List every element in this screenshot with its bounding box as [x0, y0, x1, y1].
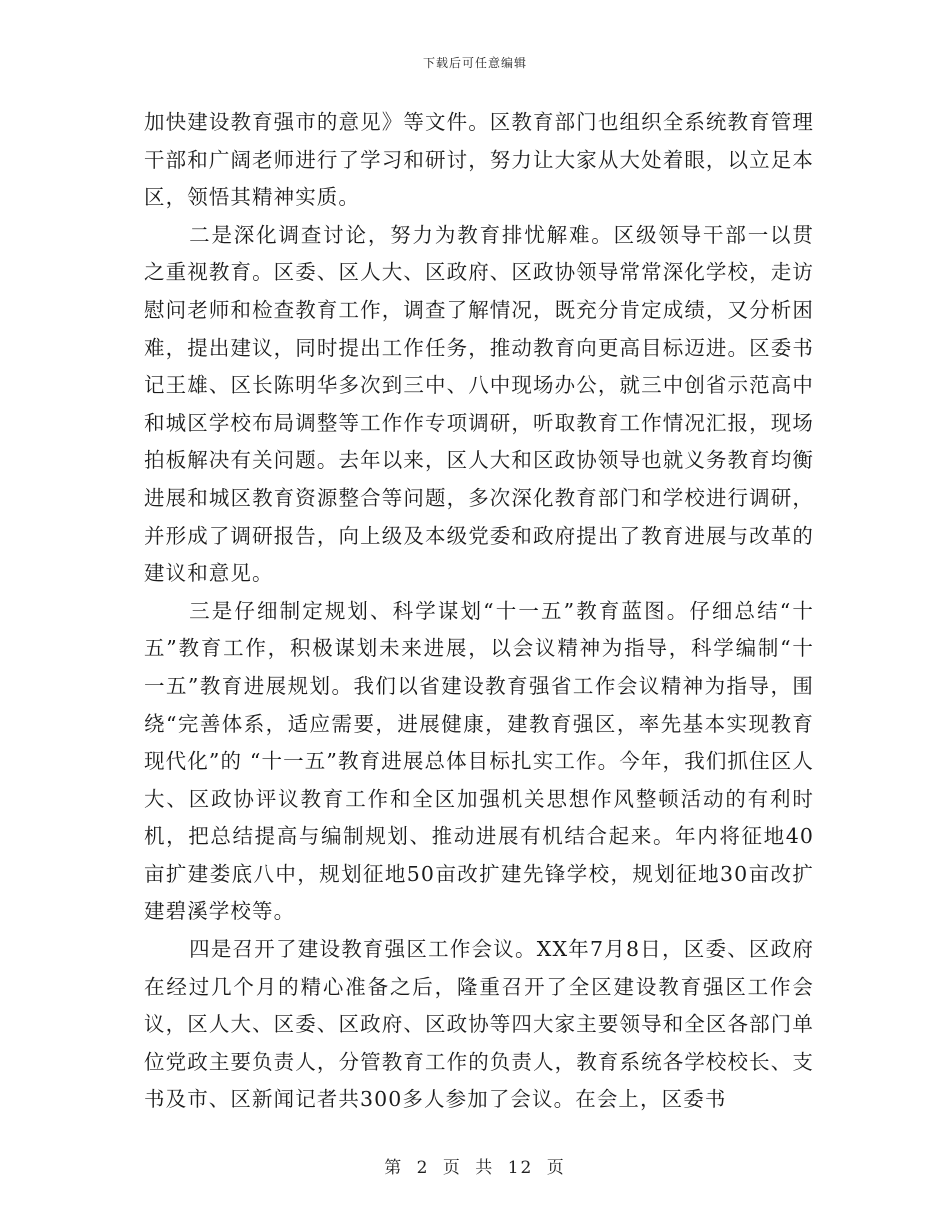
document-body	[144, 104, 814, 1119]
paragraph-continuation: 加快建设教育强市的意见》等文件。区教育部门也组织全系统教育管理干部和广阔老师进行了学习和研讨，努力让大家从大处着眼，以立足本区，领悟其精神实质。	[144, 110, 814, 210]
paragraph-planning: 三是仔细制定规划、科学谋划“十一五”教育蓝图。仔细总结“十五”教育工作，积极谋划未来进展，以会议精神为指导，科学编制“十一五”教育进展规划。我们以省建设教育强省工作会议精神为指导，围绕“完善体系，适应需要，进展健康，建教育强区，率先基本实现教育现代化”的 “十一五”教育进展总体目标扎实工作。今年，我们抓住区人大、区政协评议教育工作和全区加强机关思想作风整顿活动的有利时机，把总结提高与编制规划、推动进展有机结合起来。年内将征地40亩扩建娄底八中，规划征地50亩改扩建先锋学校，规划征地30亩改扩建碧溪学校等。	[144, 598, 814, 924]
page-number-footer: 第 2 页 共 12 页	[384, 1158, 566, 1178]
page-header-note: 下载后可任意编辑	[422, 56, 527, 70]
paragraph-investigation: 二是深化调查讨论，努力为教育排忧解难。区级领导干部一以贯之重视教育。区委、区人大、区政府、区政协领导常常深化学校，走访慰问老师和检查教育工作，调查了解情况，既充分肯定成绩，又分析困难，提出建议，同时提出工作任务，推动教育向更高目标迈进。区委书记王雄、区长陈明华多次到三中、八中现场办公，就三中创省示范高中和城区学校布局调整等工作作专项调研，听取教育工作情况汇报，现场拍板解决有关问题。去年以来，区人大和区政协领导也就义务教育均衡进展和城区教育资源整合等问题，多次深化教育部门和学校进行调研，并形成了调研报告，向上级及本级党委和政府提出了教育进展与改革的建议和意见。	[144, 222, 814, 586]
paragraph-conference: 四是召开了建设教育强区工作会议。XX年7月8日，区委、区政府在经过几个月的精心准备之后，隆重召开了全区建设教育强区工作会议，区人大、区委、区政府、区政协等四大家主要领导和全区各部门单位党政主要负责人，分管教育工作的负责人，教育系统各学校校长、支书及市、区新闻记者共300多人参加了会议。在会上，区委书	[144, 937, 814, 1112]
